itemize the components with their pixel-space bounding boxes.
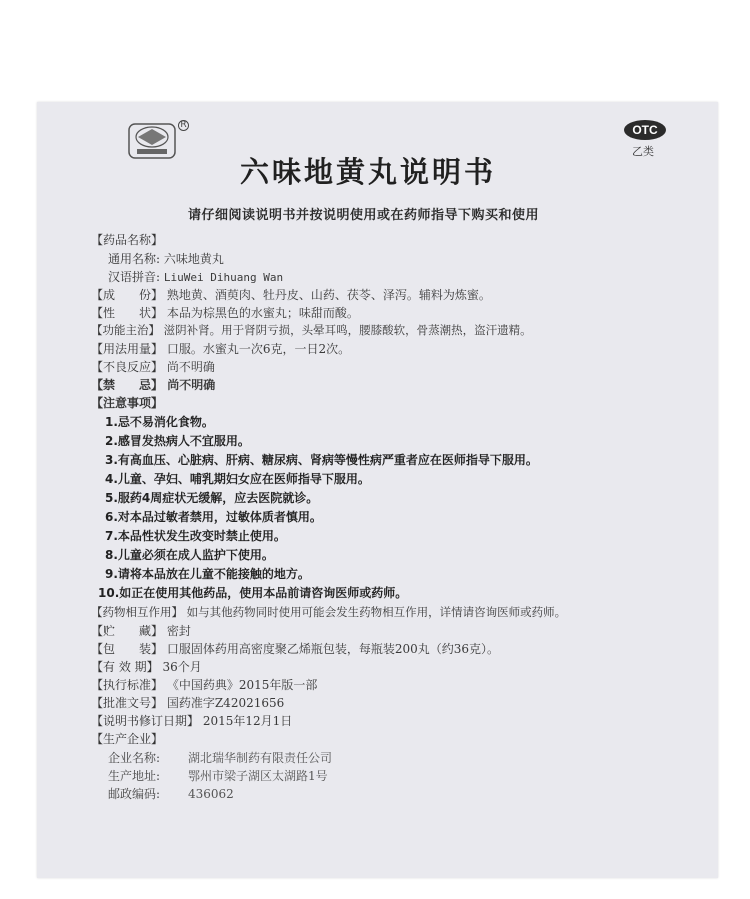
indications-row: 【功能主治】 滋阴补肾。用于肾阴亏损，头晕耳鸣，腰膝酸软，骨蒸潮热，盗汗遗精。 [91,323,532,337]
package-row: 【包 装】 口服固体药用高密度聚乙烯瓶包装，每瓶装200丸（约36克）。 [91,642,500,656]
adverse-reactions-row: 【不良反应】 尚不明确 [91,360,215,374]
standard-row: 【执行标准】 《中国药典》2015年版一部 [91,678,318,692]
ingredients-row: 【成 份】 熟地黄、酒萸肉、牡丹皮、山药、茯苓、泽泻。辅料为炼蜜。 [91,288,491,302]
precaution-item: 5.服药4周症状无缓解，应去医院就诊。 [105,491,319,505]
properties-row: 【性 状】 本品为棕黑色的水蜜丸；味甜而酸。 [91,306,359,320]
precaution-item: 10.如正在使用其他药品，使用本品前请咨询医师或药师。 [98,586,408,600]
precaution-item: 8.儿童必须在成人监护下使用。 [105,548,274,562]
precaution-item: 4.儿童、孕妇、哺乳期妇女应在医师指导下服用。 [105,472,370,486]
precaution-item: 7.本品性状发生改变时禁止使用。 [105,529,286,543]
dosage-row: 【用法用量】 口服。水蜜丸一次6克，一日2次。 [91,342,351,356]
postcode-row: 邮政编码: 436062 [108,787,234,801]
approval-row: 【批准文号】 国药准字Z42021656 [91,696,285,710]
company-name-row: 企业名称: 湖北瑞华制药有限责任公司 [108,751,333,765]
otc-badge: OTC [624,120,666,140]
interaction-row: 【药物相互作用】 如与其他药物同时使用可能会发生药物相互作用，详情请咨询医师或药师。 [91,605,567,619]
address-row: 生产地址: 鄂州市梁子湖区太湖路1号 [108,769,328,783]
precaution-item: 9.请将本品放在儿童不能接触的地方。 [105,567,310,581]
company-logo [128,123,176,159]
precautions-heading: 【注意事项】 [91,396,164,410]
contraindications-row: 【禁 忌】 尚不明确 [91,378,216,392]
storage-row: 【贮 藏】 密封 [91,624,191,638]
pinyin-row: 汉语拼音: LiuWei Dihuang Wan [108,270,284,284]
registered-mark: R [178,120,189,131]
validity-row: 【有 效 期】 36个月 [91,660,202,674]
precaution-item: 2.感冒发热病人不宜服用。 [105,434,250,448]
manufacturer-heading: 【生产企业】 [91,732,164,746]
revision-date-row: 【说明书修订日期】 2015年12月1日 [91,714,293,728]
usage-warning: 请仔细阅读说明书并按说明使用或在药师指导下购买和使用 [188,208,540,223]
drug-name-heading: 【药品名称】 [91,233,164,247]
otc-class-label: 乙类 [632,145,654,158]
generic-name-row: 通用名称: 六味地黄丸 [108,252,224,266]
document-title: 六味地黄丸说明书 [240,155,497,189]
precaution-item: 1.忌不易消化食物。 [105,415,214,429]
precaution-item: 3.有高血压、心脏病、肝病、糖尿病、肾病等慢性病严重者应在医师指导下服用。 [105,453,538,467]
precaution-item: 6.对本品过敏者禁用，过敏体质者慎用。 [105,510,322,524]
